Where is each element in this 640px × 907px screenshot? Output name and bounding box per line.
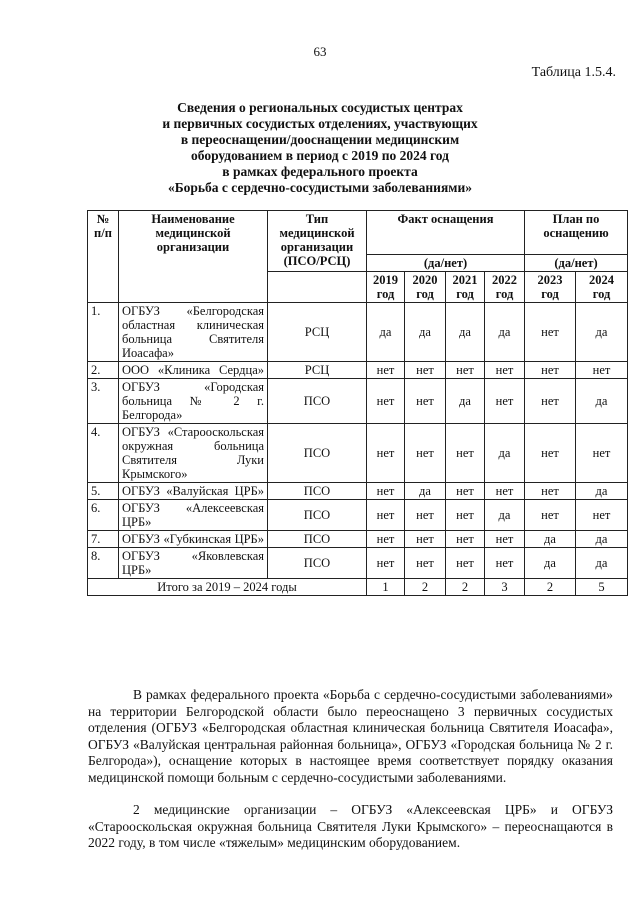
organization-type: РСЦ	[268, 362, 367, 379]
header-fact: Факт оснащения	[367, 211, 525, 255]
equipment-status: нет	[446, 531, 485, 548]
organization-type: ПСО	[268, 379, 367, 424]
total-row	[88, 579, 628, 596]
equipment-status: да	[525, 548, 576, 579]
table-row	[88, 500, 628, 531]
organization-type: ПСО	[268, 531, 367, 548]
table-row	[88, 548, 628, 579]
equipment-status: нет	[367, 379, 405, 424]
row-number: 6.	[88, 500, 119, 531]
equipment-status: нет	[405, 362, 446, 379]
equipment-status: да	[525, 531, 576, 548]
equipment-status: нет	[446, 483, 485, 500]
equipment-status: нет	[446, 500, 485, 531]
table-row	[88, 424, 628, 483]
equipment-status: да	[576, 379, 628, 424]
equipment-status: нет	[367, 483, 405, 500]
title-line: Сведения о региональных сосудистых центрах	[177, 100, 463, 115]
equipment-status: нет	[367, 500, 405, 531]
equipment-status: нет	[485, 548, 525, 579]
equipment-status: нет	[446, 362, 485, 379]
equipment-status: нет	[485, 379, 525, 424]
equipment-status: нет	[525, 500, 576, 531]
organization-name: ОГБУЗ «Валуйская ЦРБ»	[119, 483, 268, 500]
table-row	[88, 303, 628, 362]
total-label: Итого за 2019 – 2024 годы	[88, 579, 367, 596]
equipment-status: да	[576, 548, 628, 579]
row-number: 8.	[88, 548, 119, 579]
organization-type: ПСО	[268, 424, 367, 483]
organization-type: ПСО	[268, 500, 367, 531]
organization-name: ОГБУЗ «Городская больница № 2 г. Белгорода»	[119, 379, 268, 424]
row-number: 4.	[88, 424, 119, 483]
table-row	[88, 379, 628, 424]
equipment-status: да	[485, 500, 525, 531]
header-year: 2024 год	[576, 272, 628, 303]
equipment-status: нет	[525, 303, 576, 362]
equipment-status: нет	[405, 500, 446, 531]
equipment-status: нет	[405, 379, 446, 424]
equipment-table	[87, 210, 628, 596]
table-row	[88, 483, 628, 500]
total-value: 1	[367, 579, 405, 596]
row-number: 1.	[88, 303, 119, 362]
header-year: 2021 год	[446, 272, 485, 303]
equipment-status: нет	[405, 531, 446, 548]
equipment-status: да	[485, 424, 525, 483]
organization-type: РСЦ	[268, 303, 367, 362]
organization-name: ОГБУЗ «Старооскольская окружная больница Святителя Луки Крымского»	[119, 424, 268, 483]
title-line: и первичных сосудистых отделениях, участвующих	[162, 116, 478, 131]
header-year: 2020 год	[405, 272, 446, 303]
header-num: № п/п	[88, 211, 119, 303]
title-line: в переоснащении/дооснащении медицинским	[180, 132, 460, 147]
organization-name: ОГБУЗ «Алексеевская ЦРБ»	[119, 500, 268, 531]
equipment-status: да	[576, 483, 628, 500]
header-yesno-plan: (да/нет)	[525, 255, 628, 272]
equipment-status: нет	[576, 362, 628, 379]
header-year: 2022 год	[485, 272, 525, 303]
row-number: 3.	[88, 379, 119, 424]
page-number: 63	[313, 44, 327, 59]
equipment-status: да	[576, 531, 628, 548]
equipment-status: нет	[405, 424, 446, 483]
document-title	[60, 100, 580, 196]
organization-name: ОГБУЗ «Губкинская ЦРБ»	[119, 531, 268, 548]
title-line: оборудованием в период с 2019 по 2024 год	[191, 148, 449, 163]
equipment-status: нет	[525, 424, 576, 483]
equipment-status: нет	[525, 379, 576, 424]
row-number: 7.	[88, 531, 119, 548]
equipment-status: да	[367, 303, 405, 362]
organization-name: ОГБУЗ «Яковлевская ЦРБ»	[119, 548, 268, 579]
paragraph-1: В рамках федерального проекта «Борьба с сердечно-сосудистыми заболеваниями» на территории Белгородской области было переоснащено 3 первичных сосудистых отделения (ОГБУЗ «Белгородская областная клиническая больница Святителя Иоасафа», ОГБУЗ «Валуйская центральная районная больница», ОГБУЗ «Городская больница № 2 г. Белгорода»), оснащение которых в настоящее время соответствует порядку оказания медицинской помощи больным с сердечно-сосудистыми заболеваниями.	[88, 687, 613, 785]
equipment-status: да	[405, 483, 446, 500]
title-line: «Борьба с сердечно-сосудистыми заболеваниями»	[167, 180, 472, 195]
equipment-status: да	[446, 303, 485, 362]
equipment-status: да	[405, 303, 446, 362]
equipment-status: нет	[367, 424, 405, 483]
organization-name: ООО «Клиника Сердца»	[119, 362, 268, 379]
table-row	[88, 362, 628, 379]
header-year: 2019 год	[367, 272, 405, 303]
row-number: 2.	[88, 362, 119, 379]
equipment-status: нет	[446, 424, 485, 483]
equipment-status: нет	[485, 531, 525, 548]
equipment-status: нет	[367, 531, 405, 548]
header-yesno-fact: (да/нет)	[367, 255, 525, 272]
header-year: 2023 год	[525, 272, 576, 303]
table-row	[88, 531, 628, 548]
equipment-status: нет	[485, 362, 525, 379]
equipment-status: нет	[405, 548, 446, 579]
table-caption: Таблица 1.5.4.	[531, 65, 616, 80]
paragraph-2: 2 медицинские организации – ОГБУЗ «Алексеевская ЦРБ» и ОГБУЗ «Старооскольская окружная больница Святителя Луки Крымского» – переоснащаются в 2022 году, в том числе «тяжелым» медицинским оборудованием.	[88, 802, 613, 850]
row-number: 5.	[88, 483, 119, 500]
organization-type: ПСО	[268, 548, 367, 579]
total-value: 2	[525, 579, 576, 596]
header-name: Наименование медицинской организации	[119, 211, 268, 303]
equipment-status: да	[576, 303, 628, 362]
equipment-status: нет	[446, 548, 485, 579]
equipment-status: нет	[367, 548, 405, 579]
title-line: в рамках федерального проекта	[222, 164, 418, 179]
header-type: Тип медицинской организации (ПСО/РСЦ)	[268, 211, 367, 272]
header-plan: План по оснащению	[525, 211, 628, 255]
total-value: 2	[405, 579, 446, 596]
total-value: 5	[576, 579, 628, 596]
organization-type: ПСО	[268, 483, 367, 500]
equipment-status: нет	[576, 424, 628, 483]
equipment-status: да	[485, 303, 525, 362]
equipment-status: нет	[576, 500, 628, 531]
header-type-empty	[268, 272, 367, 303]
organization-name: ОГБУЗ «Белгородская областная клиническая больница Святителя Иоасафа»	[119, 303, 268, 362]
total-value: 3	[485, 579, 525, 596]
equipment-status: да	[446, 379, 485, 424]
equipment-status: нет	[525, 483, 576, 500]
equipment-status: нет	[525, 362, 576, 379]
equipment-status: нет	[367, 362, 405, 379]
equipment-status: нет	[485, 483, 525, 500]
total-value: 2	[446, 579, 485, 596]
